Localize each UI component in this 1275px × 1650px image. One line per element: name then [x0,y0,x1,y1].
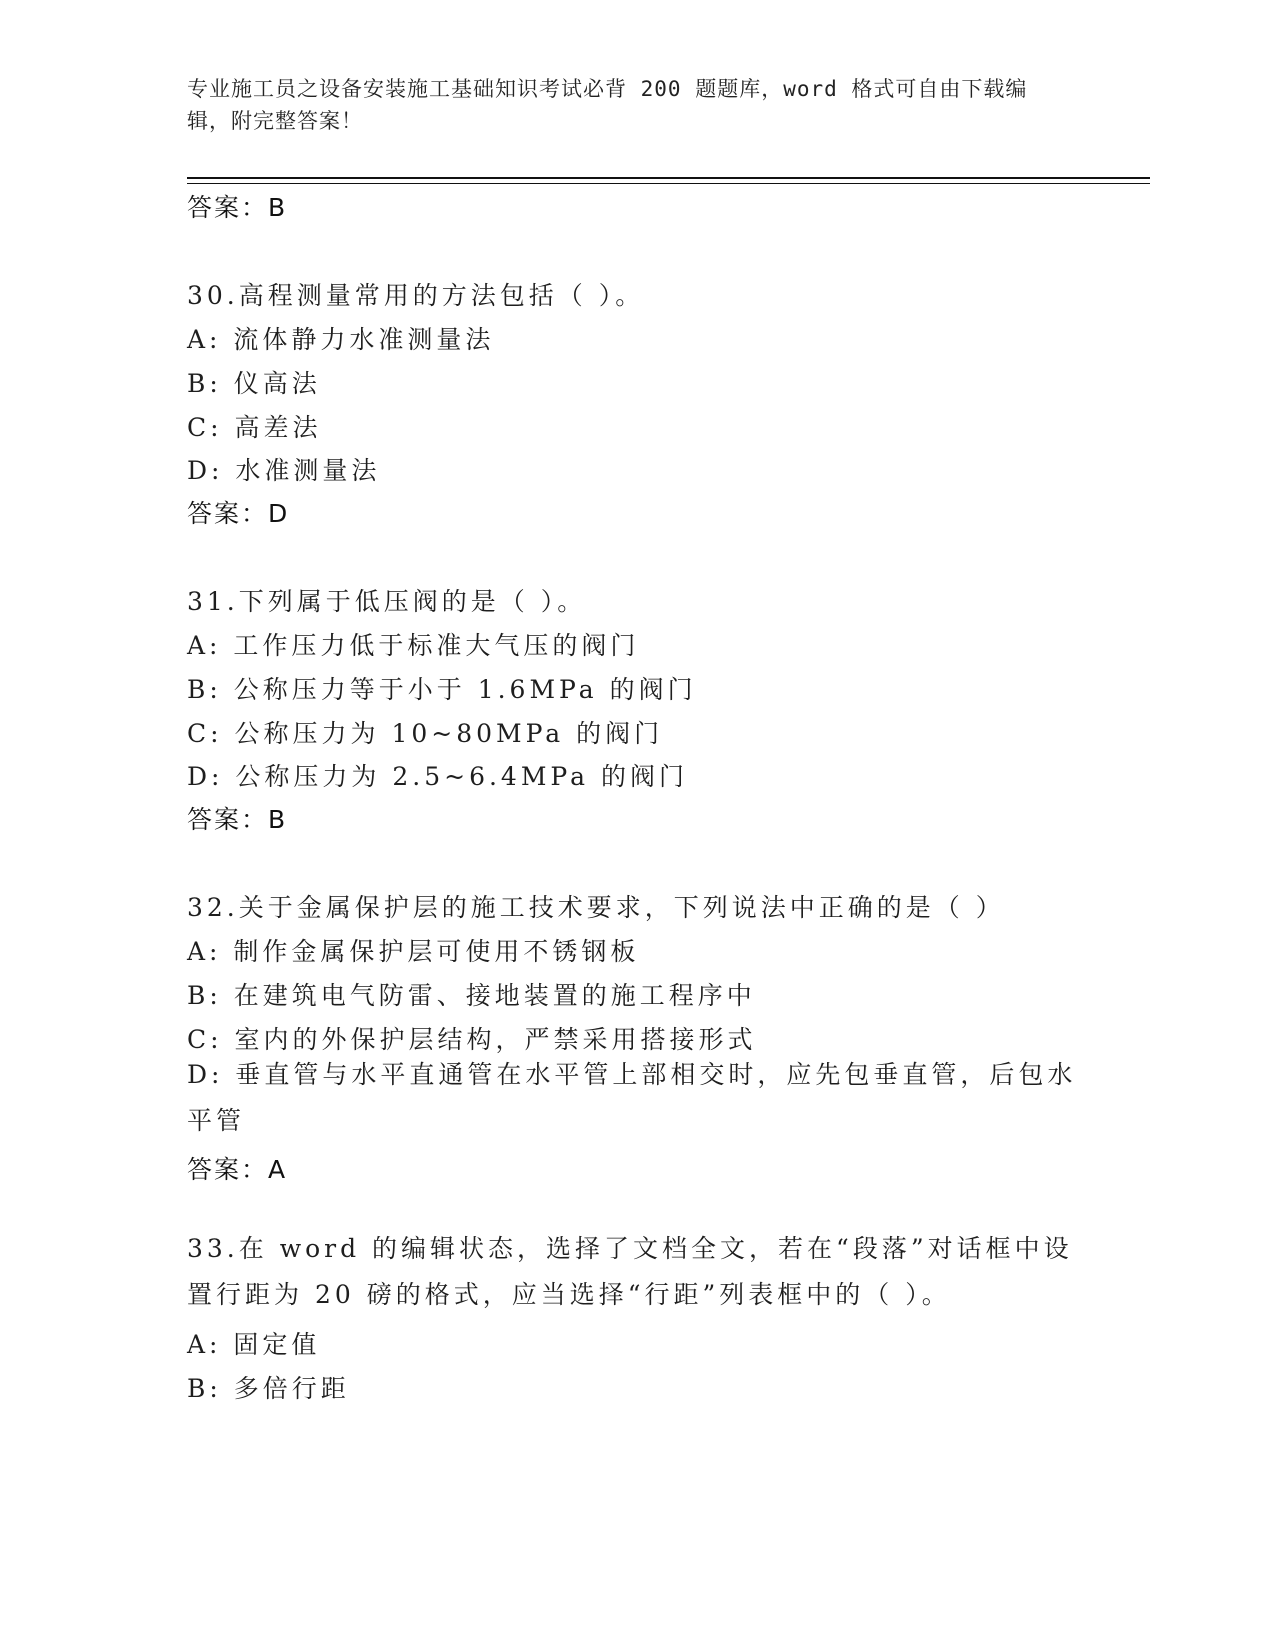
question-30-option-d: D: 水准测量法 [187,456,381,485]
question-31-option-c: C: 公称压力为 10~80MPa 的阀门 [187,719,664,748]
question-30-option-b: B: 仪高法 [187,369,321,398]
header-divider-thin [187,183,1150,184]
answer-prev: 答案：B [187,193,288,222]
question-32-option-d: D: 垂直管与水平直通管在水平管上部相交时，应先包垂直管，后包水平管 [187,1060,1077,1135]
question-32-option-c: C: 室内的外保护层结构，严禁采用搭接形式 [187,1025,757,1054]
question-32-answer: 答案：A [187,1155,288,1184]
question-32-stem: 32.关于金属保护层的施工技术要求，下列说法中正确的是（ ） [187,893,1005,922]
question-32-option-a: A: 制作金属保护层可使用不锈钢板 [187,937,640,966]
question-33-option-a: A: 固定值 [187,1330,321,1359]
question-31-option-d: D: 公称压力为 2.5~6.4MPa 的阀门 [187,762,688,791]
question-33-option-b: B: 多倍行距 [187,1374,350,1403]
question-30-answer: 答案：D [187,499,290,528]
question-31-stem: 31.下列属于低压阀的是（ ）。 [187,587,587,616]
question-31-option-b: B: 公称压力等于小于 1.6MPa 的阀门 [187,675,697,704]
document-header: 专业施工员之设备安装施工基础知识考试必背 200 题题库，word 格式可自由下载编辑，附完整答案！ [187,77,1028,133]
header-divider-thick [187,177,1150,179]
question-30-stem: 30.高程测量常用的方法包括（ ）。 [187,281,645,310]
question-31-answer: 答案：B [187,805,288,834]
question-31-option-a: A: 工作压力低于标准大气压的阀门 [187,631,640,660]
question-33-stem: 33.在 word 的编辑状态，选择了文档全文，若在“段落”对话框中设置行距为 20 磅的格式，应当选择“行距”列表框中的（ ）。 [187,1234,1073,1309]
question-30-option-c: C: 高差法 [187,413,322,442]
question-32-option-b: B: 在建筑电气防雷、接地装置的施工程序中 [187,981,756,1010]
question-30-option-a: A: 流体静力水准测量法 [187,325,495,354]
